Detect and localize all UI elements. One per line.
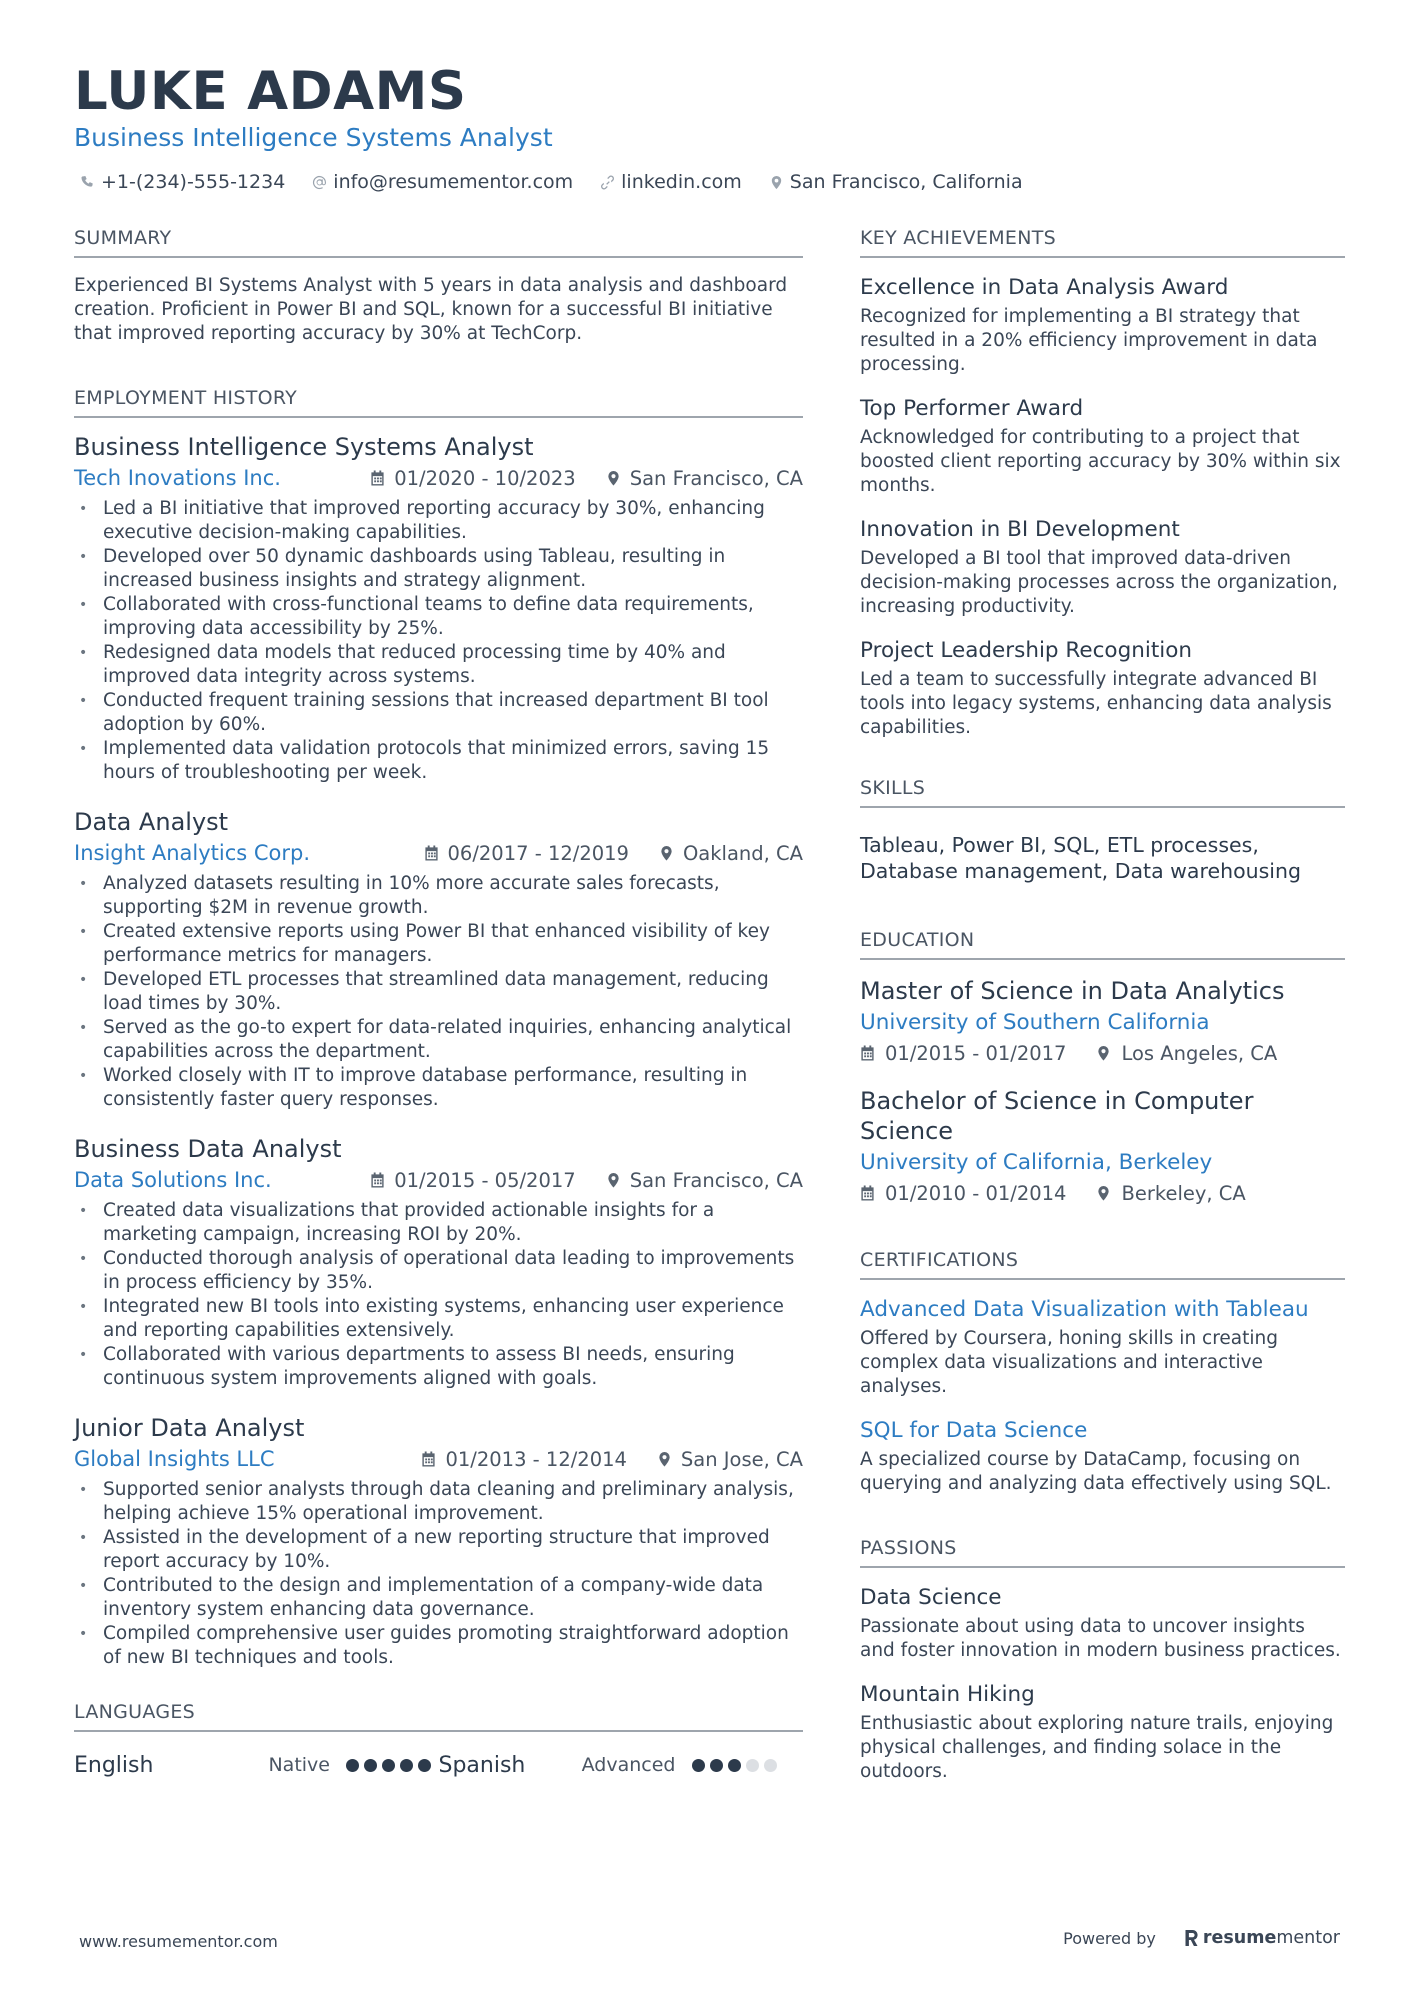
job-dates	[424, 842, 629, 865]
achievement-title: Top Performer Award	[860, 396, 1084, 421]
location-text: San Francisco, California	[789, 171, 1023, 193]
education-school: University of Southern California	[860, 1010, 1210, 1035]
contact-location	[769, 171, 1023, 193]
rating-dot	[400, 1759, 413, 1772]
education-dates	[860, 1182, 1066, 1205]
language-name: English	[74, 1752, 154, 1778]
achievement-description: Developed a BI tool that improved data-driven decision-making processes across the organization, increasing productivity.	[860, 548, 1338, 617]
job-location	[659, 842, 803, 865]
job-company: Tech Inovations Inc.	[74, 466, 281, 490]
education-meta	[860, 1038, 1345, 1068]
job-bullet: • Worked closely with IT to improve database performance, resulting in consistently faster query responses.	[74, 1064, 803, 1112]
brand-name-rest: mentor	[1276, 1928, 1340, 1948]
summary-text: Experienced BI Systems Analyst with 5 years in data analysis and dashboard creation. Proficient in Power BI and SQL, known for a successful BI initiative that improved reporting accuracy by 30% at TechCorp.	[74, 275, 788, 344]
certification-description: A specialized course by DataCamp, focusing on querying and analyzing data effectively using SQL.	[860, 1449, 1332, 1494]
job-bullet: • Analyzed datasets resulting in 10% more accurate sales forecasts, supporting $2M in revenue growth.	[74, 872, 803, 920]
job-bullet: • Collaborated with various departments to assess BI needs, ensuring continuous system improvements aligned with goals.	[74, 1343, 803, 1391]
language-item	[439, 1753, 804, 1778]
education-location-text: Los Angeles, CA	[1121, 1041, 1278, 1065]
job-dates-text: 06/2017 - 12/2019	[447, 841, 629, 865]
job-entry	[74, 807, 803, 1112]
section-heading: EDUCATION	[860, 928, 1345, 960]
achievement-item	[860, 516, 1345, 619]
brand-logo[interactable]	[1184, 1928, 1340, 1948]
passion-title: Data Science	[860, 1585, 1002, 1610]
map-pin-icon	[657, 1451, 672, 1467]
contact-linkedin[interactable]	[600, 171, 742, 193]
job-bullets	[74, 1478, 803, 1670]
rating-dot	[692, 1759, 705, 1772]
job-location-text: San Francisco, CA	[629, 466, 803, 490]
job-bullet: • Developed over 50 dynamic dashboards using Tableau, resulting in increased business insights and strategy alignment.	[74, 545, 803, 593]
job-bullet: • Collaborated with cross-functional teams to define data requirements, improving data accessibility by 25%.	[74, 593, 803, 641]
job-dates-text: 01/2020 - 10/2023	[394, 466, 576, 490]
certifications-section	[860, 1248, 1345, 1496]
rating-dot	[728, 1759, 741, 1772]
section-heading: KEY ACHIEVEMENTS	[860, 226, 1345, 258]
job-bullet: • Contributed to the design and implementation of a company-wide data inventory system enhancing data governance.	[74, 1574, 803, 1622]
rating-dot	[364, 1759, 377, 1772]
job-meta	[74, 837, 803, 869]
skills-section	[860, 776, 1345, 884]
map-pin-icon	[606, 1172, 621, 1188]
rating-dot	[764, 1759, 777, 1772]
education-dates-text: 01/2010 - 01/2014	[885, 1181, 1067, 1205]
achievement-item	[860, 395, 1345, 498]
passion-description: Enthusiastic about exploring nature trails, enjoying physical challenges, and finding solace in the outdoors.	[860, 1713, 1334, 1782]
job-bullet: • Redesigned data models that reduced processing time by 40% and improved data integrity across systems.	[74, 641, 803, 689]
map-pin-icon	[1096, 1045, 1111, 1061]
right-column	[860, 226, 1345, 1784]
education-list	[860, 976, 1345, 1208]
job-bullet: • Created data visualizations that provided actionable insights for a marketing campaign, increasing ROI by 20%.	[74, 1199, 803, 1247]
at-sign-icon	[312, 175, 327, 190]
phone-text: +1-(234)-555-1234	[101, 171, 286, 193]
job-entry	[74, 1134, 803, 1391]
job-bullet: • Led a BI initiative that improved reporting accuracy by 30%, enhancing executive decision-making capabilities.	[74, 497, 803, 545]
link-icon	[600, 175, 615, 190]
job-bullet: • Assisted in the development of a new reporting structure that improved report accuracy by 10%.	[74, 1526, 803, 1574]
achievement-description: Recognized for implementing a BI strategy that resulted in a 20% efficiency improvement in data processing.	[860, 306, 1318, 375]
passion-item	[860, 1681, 1345, 1784]
job-location	[657, 1448, 803, 1471]
education-meta	[860, 1178, 1345, 1208]
rating-dot	[346, 1759, 359, 1772]
brand-name-bold: resume	[1202, 1928, 1277, 1948]
education-school: University of California, Berkeley	[860, 1150, 1213, 1175]
achievement-list	[860, 274, 1345, 740]
job-meta	[74, 462, 803, 494]
achievement-title: Project Leadership Recognition	[860, 638, 1193, 663]
job-bullets	[74, 497, 803, 785]
phone-icon	[80, 175, 95, 190]
job-company: Global Insights LLC	[74, 1447, 275, 1471]
calendar-icon	[860, 1045, 875, 1061]
job-meta	[74, 1164, 803, 1196]
employment-section	[74, 386, 803, 1670]
language-level: Advanced	[581, 1754, 676, 1776]
job-location-text: San Francisco, CA	[629, 1168, 803, 1192]
certification-title[interactable]: Advanced Data Visualization with Tableau	[860, 1297, 1309, 1322]
summary-section	[74, 226, 803, 346]
map-pin-icon	[659, 845, 674, 861]
certification-list	[860, 1296, 1345, 1496]
job-entry	[74, 432, 803, 785]
education-item	[860, 1086, 1345, 1208]
language-item	[74, 1753, 439, 1778]
job-bullet: • Compiled comprehensive user guides promoting straightforward adoption of new BI techniques and tools.	[74, 1622, 803, 1670]
linkedin-text: linkedin.com	[621, 171, 742, 193]
job-entry	[74, 1413, 803, 1670]
education-item	[860, 976, 1345, 1068]
calendar-icon	[424, 845, 439, 861]
job-location	[606, 1169, 803, 1192]
achievement-title: Innovation in BI Development	[860, 517, 1180, 542]
calendar-icon	[370, 470, 385, 486]
job-company: Insight Analytics Corp.	[74, 841, 311, 865]
contact-bar	[80, 168, 1050, 196]
education-dates	[860, 1042, 1066, 1065]
passions-section	[860, 1536, 1345, 1784]
certification-item	[860, 1417, 1345, 1496]
job-bullet: • Supported senior analysts through data cleaning and preliminary analysis, helping achieve 15% operational improvement.	[74, 1478, 803, 1526]
passion-list	[860, 1584, 1345, 1784]
job-bullets	[74, 1199, 803, 1391]
achievement-description: Led a team to successfully integrate advanced BI tools into legacy systems, enhancing data analysis capabilities.	[860, 669, 1332, 738]
job-dates-text: 01/2013 - 12/2014	[445, 1447, 627, 1471]
left-column	[74, 226, 803, 1780]
achievements-section	[860, 226, 1345, 740]
job-dates	[370, 467, 575, 490]
job-company: Data Solutions Inc.	[74, 1168, 272, 1192]
certification-description: Offered by Coursera, honing skills in creating complex data visualizations and interactive analyses.	[860, 1328, 1279, 1397]
section-heading: PASSIONS	[860, 1536, 1345, 1568]
certification-title[interactable]: SQL for Data Science	[860, 1418, 1088, 1443]
map-pin-icon	[1096, 1185, 1111, 1201]
job-bullet: • Conducted frequent training sessions that increased department BI tool adoption by 60%.	[74, 689, 803, 737]
job-role: Data Analyst	[74, 808, 229, 836]
languages-section	[74, 1700, 803, 1780]
job-bullet: • Conducted thorough analysis of operational data leading to improvements in process efficiency by 35%.	[74, 1247, 803, 1295]
calendar-icon	[860, 1185, 875, 1201]
contact-phone[interactable]	[80, 171, 285, 193]
education-degree: Bachelor of Science in Computer Science	[860, 1087, 1254, 1145]
job-location-text: Oakland, CA	[682, 841, 803, 865]
section-heading: EMPLOYMENT HISTORY	[74, 386, 803, 418]
rating-dot	[382, 1759, 395, 1772]
education-dates-text: 01/2015 - 01/2017	[885, 1041, 1067, 1065]
job-role: Business Intelligence Systems Analyst	[74, 433, 534, 461]
passion-item	[860, 1584, 1345, 1663]
job-bullet: • Created extensive reports using Power BI that enhanced visibility of key performance metrics for managers.	[74, 920, 803, 968]
achievement-item	[860, 637, 1345, 740]
email-text: info@resumementor.com	[333, 171, 574, 193]
education-location	[1096, 1182, 1245, 1205]
education-location-text: Berkeley, CA	[1121, 1181, 1246, 1205]
job-dates-text: 01/2015 - 05/2017	[394, 1168, 576, 1192]
footer-website[interactable]: www.resumementor.com	[79, 1932, 278, 1951]
job-dates	[421, 1448, 626, 1471]
job-bullet: • Served as the go-to expert for data-related inquiries, enhancing analytical capabilities across the department.	[74, 1016, 803, 1064]
passion-title: Mountain Hiking	[860, 1682, 1035, 1707]
achievement-item	[860, 274, 1345, 377]
job-location-text: San Jose, CA	[680, 1447, 803, 1471]
language-rating	[346, 1759, 436, 1772]
skills-text: Tableau, Power BI, SQL, ETL processes, Database management, Data warehousing	[860, 833, 1301, 883]
calendar-icon	[370, 1172, 385, 1188]
passion-description: Passionate about using data to uncover insights and foster innovation in modern business practices.	[860, 1616, 1341, 1661]
candidate-title: Business Intelligence Systems Analyst	[74, 123, 553, 152]
job-role: Business Data Analyst	[74, 1135, 342, 1163]
section-heading: CERTIFICATIONS	[860, 1248, 1345, 1280]
job-list	[74, 432, 803, 1670]
certification-item	[860, 1296, 1345, 1399]
language-list	[74, 1750, 803, 1780]
calendar-icon	[421, 1451, 436, 1467]
contact-email[interactable]	[312, 171, 573, 193]
language-rating	[692, 1759, 782, 1772]
job-location	[606, 467, 803, 490]
education-location	[1096, 1042, 1277, 1065]
education-degree: Master of Science in Data Analytics	[860, 977, 1285, 1005]
powered-by-label: Powered by	[1063, 1928, 1156, 1948]
map-pin-icon	[769, 175, 784, 190]
rating-dot	[710, 1759, 723, 1772]
job-bullets	[74, 872, 803, 1112]
language-level: Native	[268, 1754, 330, 1776]
brand-mark-icon	[1184, 1929, 1199, 1947]
map-pin-icon	[606, 470, 621, 486]
section-heading: SKILLS	[860, 776, 1345, 808]
job-meta	[74, 1443, 803, 1475]
achievement-description: Acknowledged for contributing to a project that boosted client reporting accuracy by 30% within six months.	[860, 427, 1341, 496]
footer-brand	[1063, 1928, 1340, 1948]
job-role: Junior Data Analyst	[74, 1414, 305, 1442]
job-bullet: • Integrated new BI tools into existing systems, enhancing user experience and reporting capabilities extensively.	[74, 1295, 803, 1343]
job-bullet: • Implemented data validation protocols that minimized errors, saving 15 hours of troubleshooting per week.	[74, 737, 803, 785]
section-heading: LANGUAGES	[74, 1700, 803, 1732]
rating-dot	[418, 1759, 431, 1772]
candidate-name: LUKE ADAMS	[74, 61, 467, 122]
section-heading: SUMMARY	[74, 226, 803, 258]
language-name: Spanish	[438, 1752, 526, 1778]
rating-dot	[746, 1759, 759, 1772]
job-dates	[370, 1169, 575, 1192]
achievement-title: Excellence in Data Analysis Award	[860, 275, 1229, 300]
job-bullet: • Developed ETL processes that streamlined data management, reducing load times by 30%.	[74, 968, 803, 1016]
education-section	[860, 928, 1345, 1208]
